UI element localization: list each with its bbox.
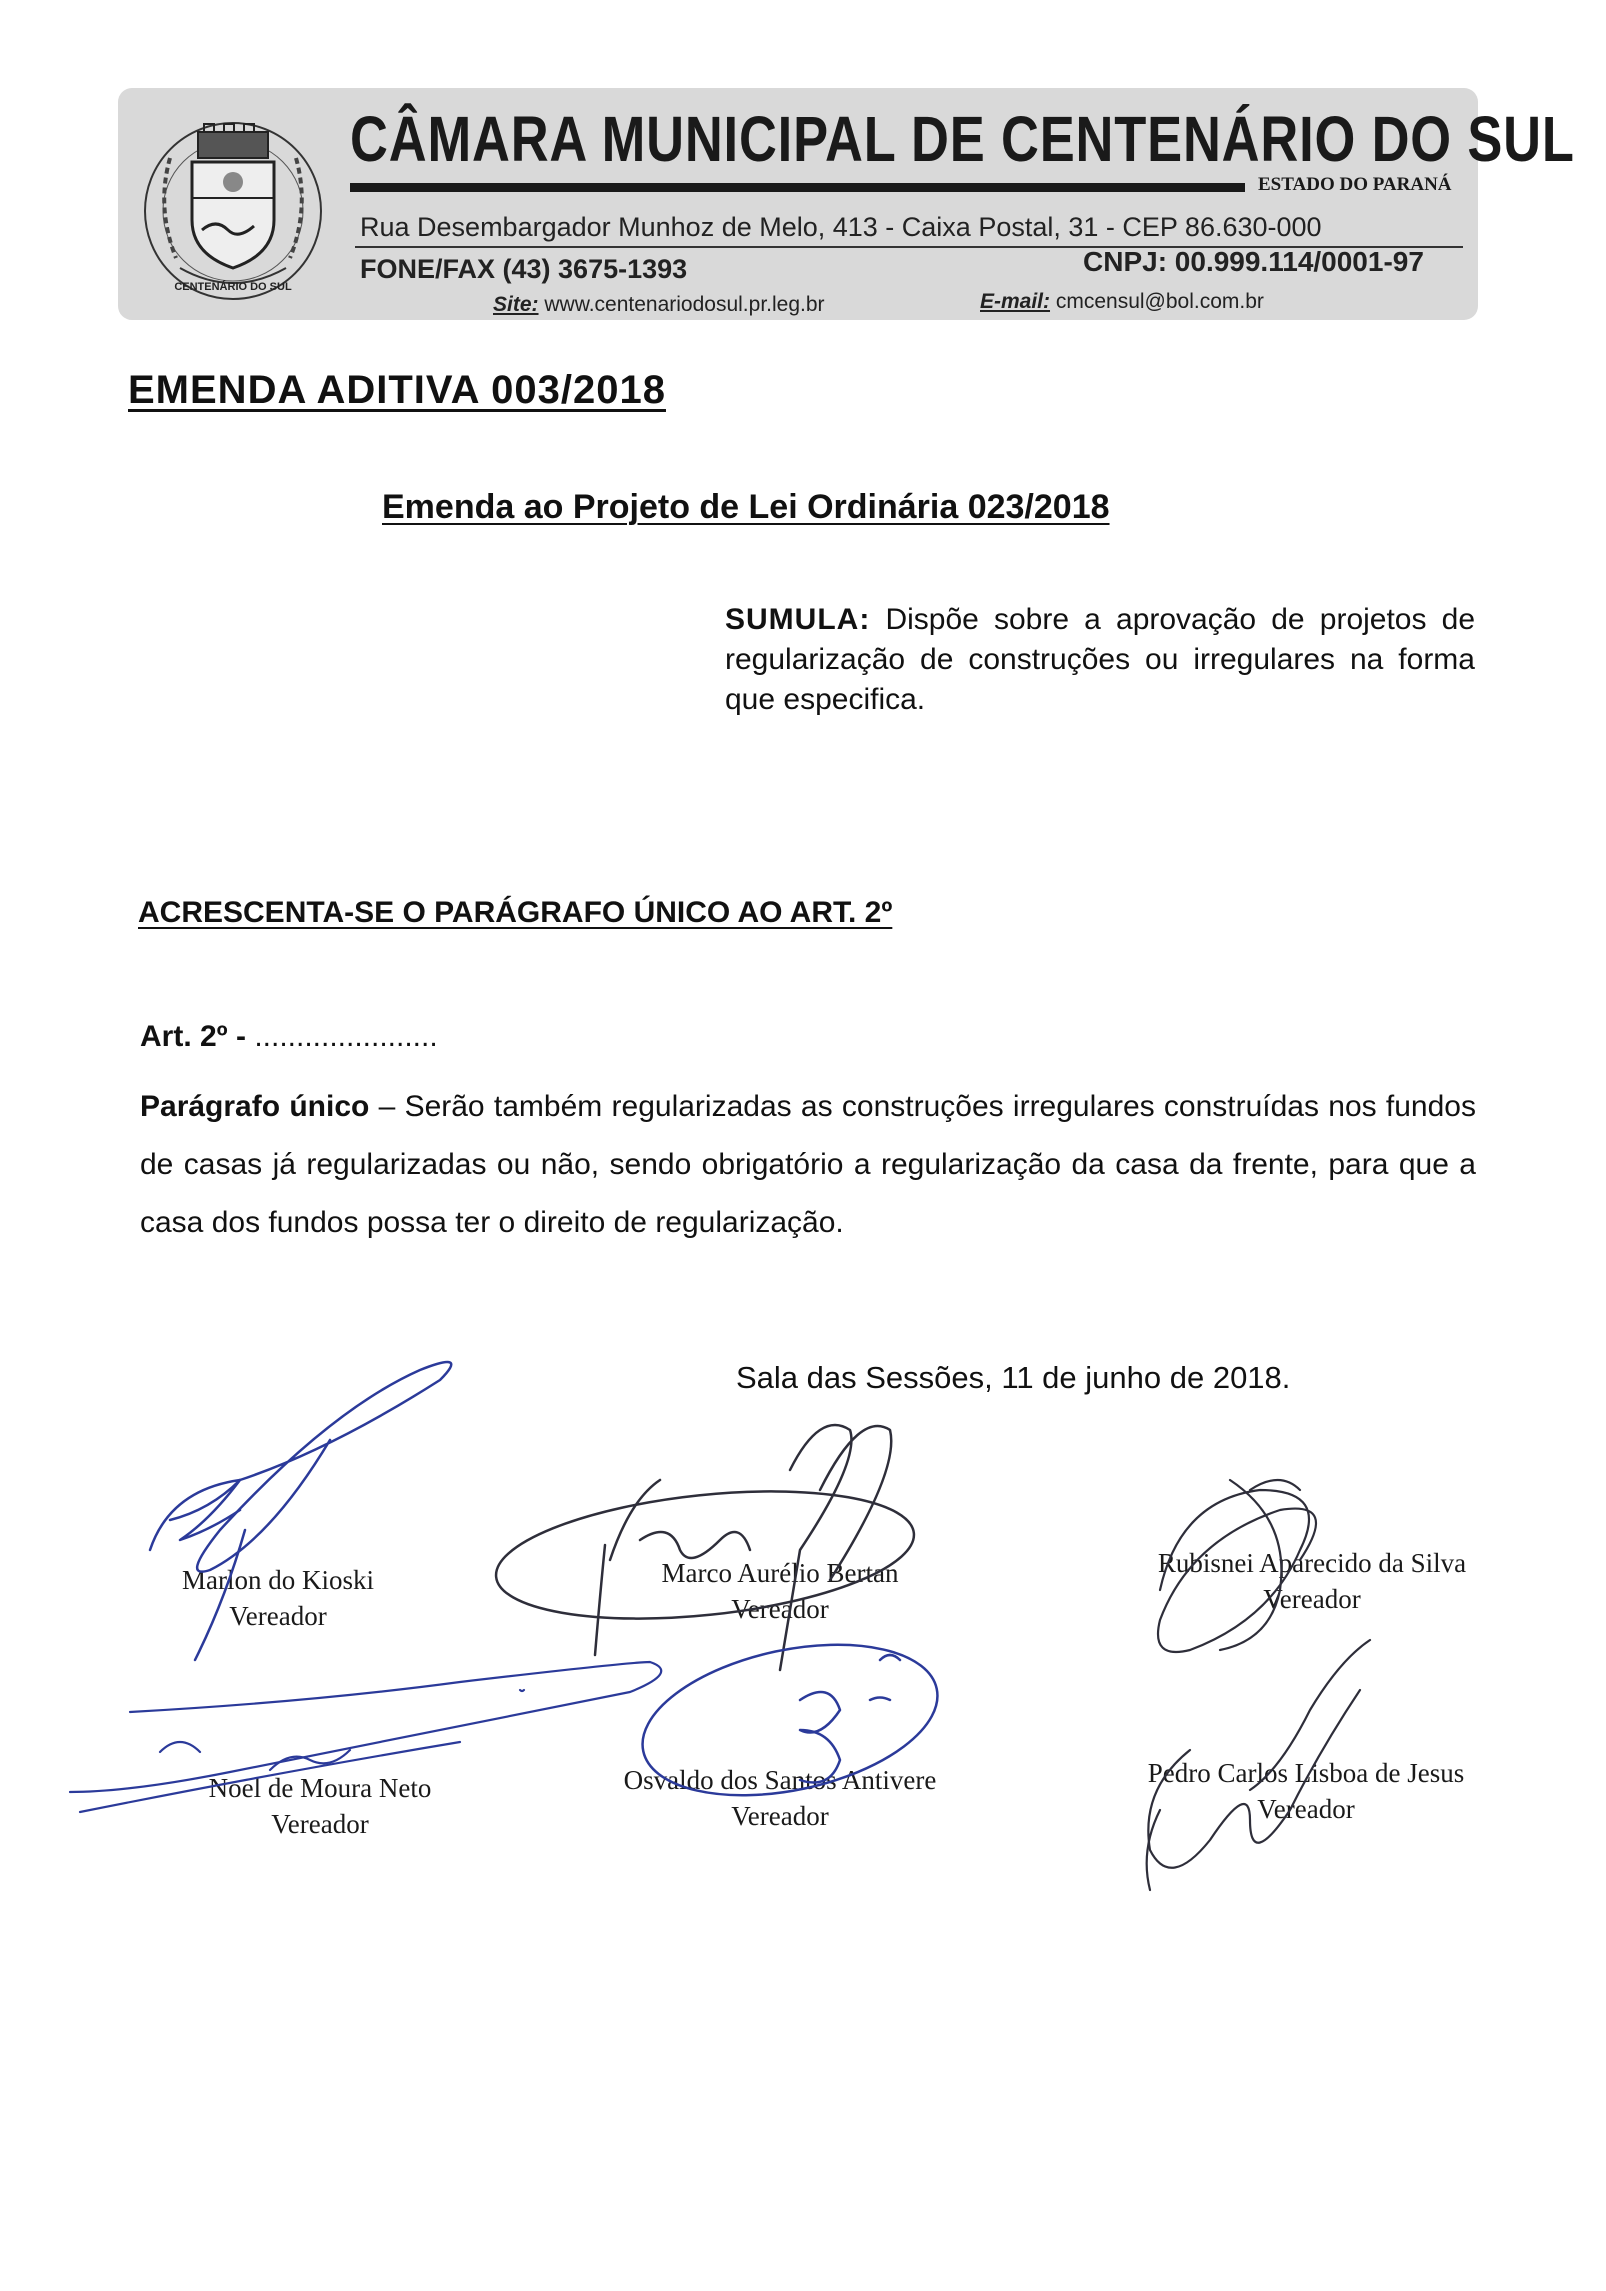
email-label: E-mail: (980, 290, 1051, 313)
summary-label: SUMULA: (725, 603, 871, 636)
municipal-seal-icon (140, 118, 326, 304)
signatory-role: Vereador (229, 1601, 327, 1631)
state-name: ESTADO DO PARANÁ (1258, 174, 1452, 195)
signature-block (140, 1770, 500, 1842)
signatory-role: Vereador (731, 1801, 829, 1831)
document-title: EMENDA ADITIVA 003/2018 (128, 368, 666, 412)
signatory-role: Vereador (1263, 1584, 1361, 1614)
paragraph-text: – Serão também regularizadas as construções irregulares construídas nos fundos de casas já regularizadas ou não, sendo obrigatório a regularização da casa da frente, para que a casa dos fundos possa ter o direito de regularização. (140, 1090, 1476, 1239)
site-url: www.centenariodosul.pr.leg.br (544, 293, 825, 316)
signature-block (600, 1555, 960, 1627)
dateline: Sala das Sessões, 11 de junho de 2018. (736, 1360, 1291, 1395)
section-heading: ACRESCENTA-SE O PARÁGRAFO ÚNICO AO ART. 2º (138, 896, 893, 929)
organization-rule (350, 183, 1245, 192)
organization-name: CÂMARA MUNICIPAL DE CENTENÁRIO DO SUL (350, 103, 1575, 175)
summary (725, 600, 1475, 720)
signature-block (1112, 1545, 1512, 1617)
signature-block (118, 1562, 438, 1634)
signatory-name: Marlon do Kioski (182, 1565, 374, 1595)
article-line (140, 1020, 438, 1054)
email-line (980, 290, 1264, 314)
seal-label: CENTENÁRIO DO SUL (174, 281, 292, 293)
email-address: cmcensul@bol.com.br (1055, 290, 1264, 313)
signatory-name: Marco Aurélio Bertan (661, 1558, 899, 1588)
document-subtitle: Emenda ao Projeto de Lei Ordinária 023/2018 (382, 488, 1110, 526)
site-label: Site: (493, 293, 539, 316)
signatory-name: Noel de Moura Neto (208, 1773, 432, 1803)
signature-block (580, 1762, 980, 1834)
address: Rua Desembargador Munhoz de Melo, 413 - Caixa Postal, 31 - CEP 86.630-000 (360, 212, 1322, 242)
signatory-role: Vereador (1257, 1794, 1355, 1824)
site-line (493, 293, 825, 317)
paragraph-unico (140, 1078, 1476, 1252)
signatory-name: Osvaldo dos Santos Antivere (623, 1765, 937, 1795)
signature-marco (490, 1425, 920, 1670)
cnpj: CNPJ: 00.999.114/0001-97 (1083, 246, 1424, 277)
signature-block (1096, 1755, 1516, 1827)
phone: FONE/FAX (43) 3675-1393 (360, 254, 688, 284)
signatory-role: Vereador (731, 1594, 829, 1624)
article-label: Art. 2º - (140, 1020, 246, 1053)
signatory-role: Vereador (271, 1809, 369, 1839)
article-dots: ...................... (254, 1020, 438, 1053)
signatory-name: Rubisnei Aparecido da Silva (1157, 1548, 1467, 1578)
signatory-name: Pedro Carlos Lisboa de Jesus (1147, 1758, 1465, 1788)
summary-text: Dispõe sobre a aprovação de projetos de regularização de construções ou irregulares na forma que especifica. (725, 603, 1476, 716)
paragraph-label: Parágrafo único (140, 1090, 370, 1123)
